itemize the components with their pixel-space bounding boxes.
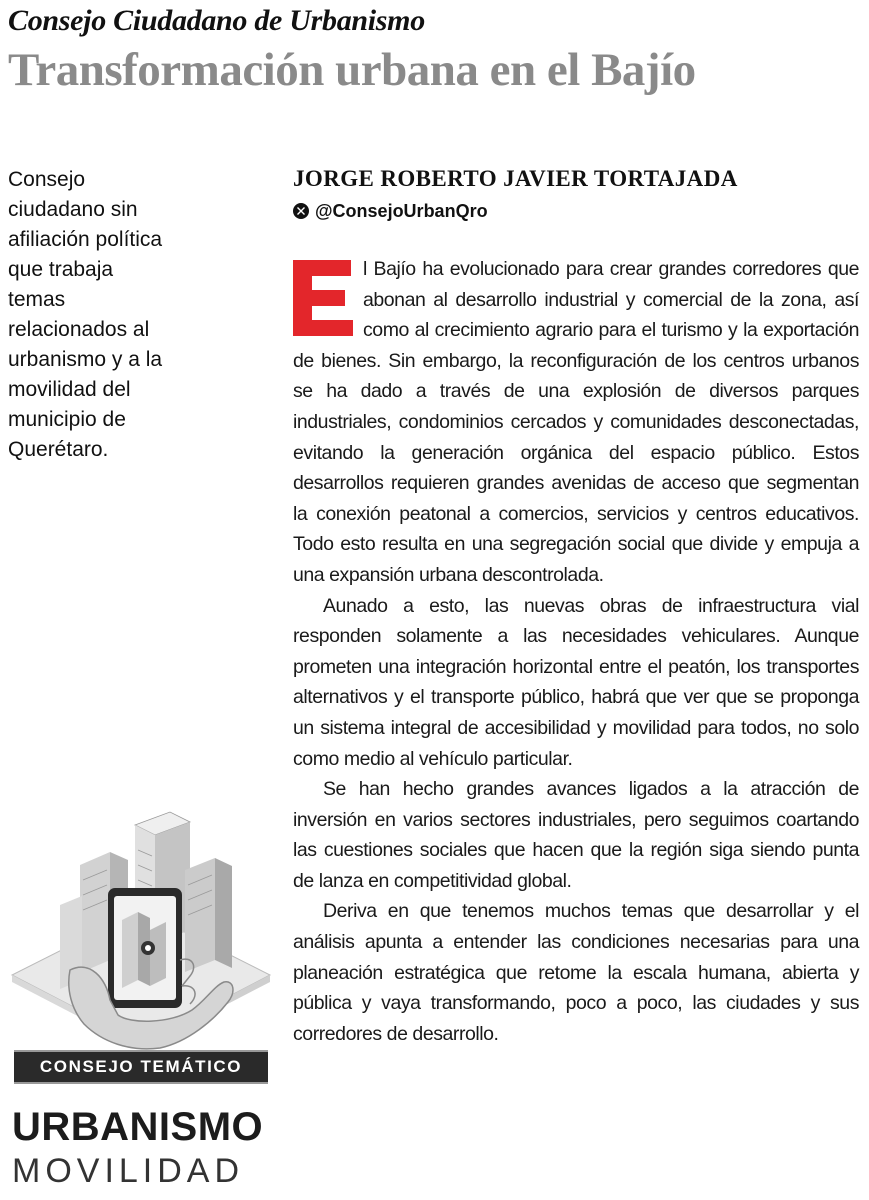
paragraph-4: Deriva en que tenemos muchos temas que desarrollar y el análisis apunta a entender las condiciones necesarias para una planeación estratégica que retome la escala humana, abierta y pública y vaya transformando, poco a poco, las ciudades y sus corredores de desarrollo. <box>293 900 859 1045</box>
section-kicker: Consejo Ciudadano de Urbanismo <box>8 4 425 37</box>
council-description: Consejo ciudadano sin afiliación política que trabaja temas relacionados al urbanismo y a la movilidad del municipio de Querétaro. <box>8 168 163 461</box>
paragraph-3: Se han hecho grandes avances ligados a la atracción de inversión en varios sectores industriales, pero seguimos coartando las cuestiones sociales que hacen que la región siga siendo punta de lanza en competitividad global. <box>293 778 859 892</box>
paragraph-1-text: l Bajío ha evolucionado para crear grandes corredores que abonan al desarrollo industrial y comercial de la zona, así como al crecimiento agrario para el turismo y la exportación de bienes. Sin embargo, la reconfiguración de los centros urbanos se ha dado a través de una explosión de diversos parques industriales, condominios cercados y comunidades desconectadas, evitando la generación orgánica del espacio público. Estos desarrollos requieren grandes avenidas de acceso que segmentan la conexión peatonal a comercios, servicios y centros educativos. Todo esto resulta en una segregación social que divide y empuja a una expansión urbana descontrolada. <box>293 258 859 586</box>
drop-cap <box>293 260 355 336</box>
author-handle[interactable] <box>293 199 693 223</box>
article-headline: Transformación urbana en el Bajío <box>8 44 696 96</box>
theme-title-urbanismo: URBANISMO <box>12 1105 264 1149</box>
paragraph-2: Aunado a esto, las nuevas obras de infraestructura vial responden solamente a las necesidades vehiculares. Aunque prometen una integración horizontal entre el peatón, los transportes alternativos y el transporte público, habrá que ver que se proponga un sistema integral de accesibilidad y movilidad para todos, no solo como medio al vehículo particular. <box>293 594 859 770</box>
author-name: JORGE ROBERTO JAVIER TORTAJADA <box>293 166 738 191</box>
theme-title-movilidad: MOVILIDAD <box>12 1152 245 1190</box>
theme-banner: CONSEJO TEMÁTICO <box>14 1050 268 1084</box>
article-body <box>293 254 859 1049</box>
city-phone-illustration <box>10 810 272 1050</box>
paragraph-1 <box>293 254 859 591</box>
drop-cap-shape <box>293 260 353 336</box>
handle-text: @ConsejoUrbanQro <box>315 201 488 221</box>
x-logo-icon <box>293 203 309 219</box>
